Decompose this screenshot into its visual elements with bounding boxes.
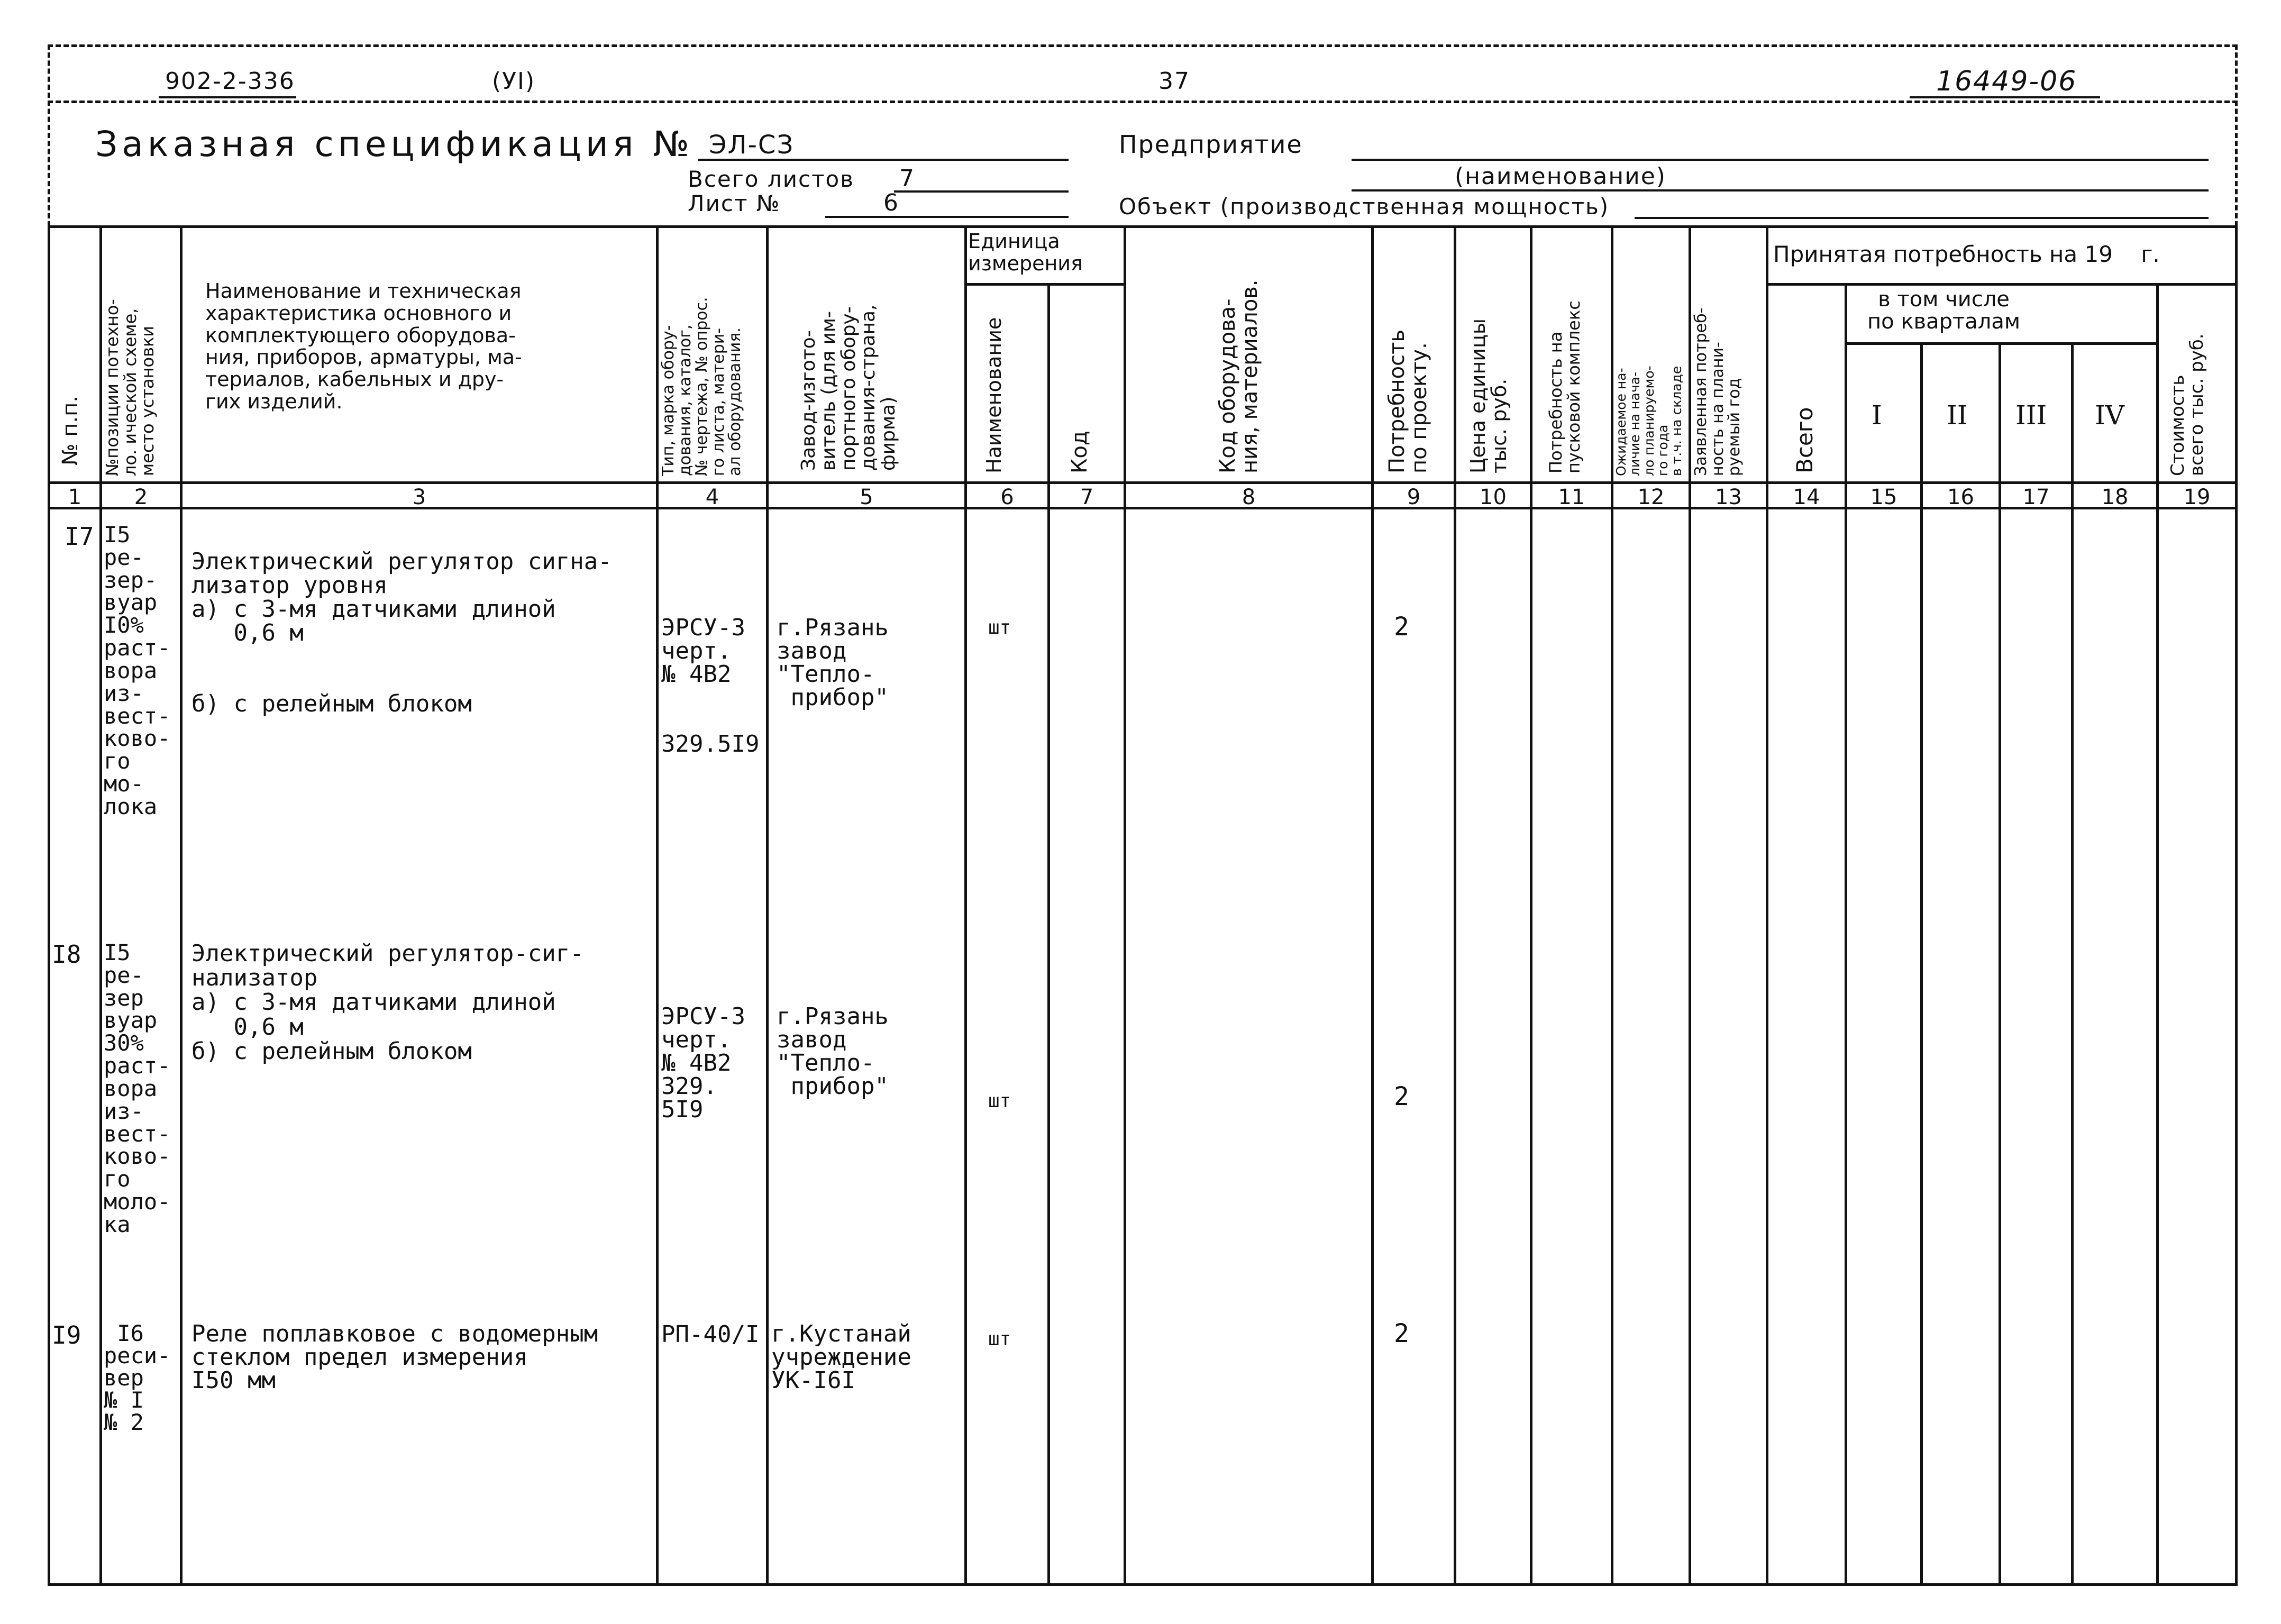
col-line-16 [1999, 342, 2001, 1585]
col-number-8: 8 [1242, 485, 1256, 509]
col-number-10: 10 [1480, 485, 1507, 509]
naming-caption: (наименование) [1455, 163, 1666, 190]
row-18-unit: шт [988, 1090, 1011, 1112]
table-top-line [48, 225, 2238, 228]
col-line-2 [180, 225, 183, 1585]
accepted-group-header: Принятая потребность на 19 г. [1773, 241, 2160, 267]
sheets-total-line [894, 190, 1069, 193]
col-number-9: 9 [1407, 485, 1421, 509]
row-17-name: Электрический регулятор сигна- лизатор уровня а) с 3-мя датчиками длиной 0,6 м б) с релейным блоком [191, 548, 612, 718]
frame-strip-bottom [48, 101, 2238, 103]
col-number-15: 15 [1870, 485, 1897, 509]
col5-header: Завод-изгото- витель (для им- портного обору- дования-страна, фирма) [798, 304, 900, 471]
col-number-11: 11 [1558, 485, 1585, 509]
col2-header: №позиции потехно- ло. ической схеме, место установки [102, 299, 158, 476]
frame-top [48, 44, 2238, 47]
row-19-number: I9 [52, 1321, 81, 1349]
col17-header: III [2015, 400, 2047, 431]
row-18-type: ЭРСУ-3 черт. № 4В2 329. 5I9 [661, 1003, 745, 1123]
col9-header: Потребность по проекту. [1385, 329, 1431, 473]
col18-header: IV [2095, 400, 2124, 431]
col19-header: Стоимость всего тыс. руб. [2167, 333, 2207, 476]
row-19-type: РП-40/I [661, 1321, 760, 1348]
row-19-plant: г.Кустанай учреждение УК-I6I [771, 1320, 911, 1394]
col7-header: Код [1067, 431, 1092, 473]
unit-group-header: Единица измерения [968, 230, 1083, 275]
col-line-12 [1689, 225, 1691, 1585]
row-18-qty: 2 [1394, 1082, 1409, 1111]
row-17-number: I7 [65, 522, 94, 551]
col-number-12: 12 [1637, 485, 1665, 509]
col-line-15 [1920, 342, 1923, 1585]
col-number-2: 2 [134, 485, 148, 509]
row-18-position: I5 ре- зер вуар 30% раст- вора из- вест- ково- го моло- ка [104, 939, 171, 1237]
sheets-total-label: Всего листов [688, 166, 855, 192]
sheet-number-line [825, 216, 1069, 218]
col8-header: Код оборудова- ния, материалов. [1216, 279, 1262, 473]
row-17-type: ЭРСУ-3 черт. № 4В2 329.5I9 [661, 614, 760, 758]
col-number-19: 19 [2183, 485, 2211, 509]
col-line-10 [1530, 225, 1532, 1585]
row-18-plant: г.Рязань завод "Тепло- прибор" [777, 1003, 889, 1100]
col3-header: Наименование и техническая характеристика основного и комплектующего оборудова- ния, приборов, арматуры, ма- териалов, кабельных и дру- гих изделий. [205, 279, 522, 413]
col-number-3: 3 [412, 485, 426, 509]
col-line-19 [2235, 225, 2238, 1585]
volume: (УI) [492, 68, 536, 95]
quarters-group-line [1845, 342, 2156, 345]
col6-header: Наименование [982, 317, 1006, 473]
frame-left [48, 44, 50, 226]
col4-header: Тип, марка обору- дования, каталог, № чертежа, № опрос. го листа, матери- ал оборудования. [659, 297, 744, 476]
enterprise-line [1352, 159, 2209, 161]
col-number-1: 1 [68, 485, 82, 509]
col16-header: II [1947, 400, 1968, 431]
row-17-plant: г.Рязань завод "Тепло- прибор" [777, 614, 889, 711]
col-number-5: 5 [860, 485, 873, 509]
col-number-6: 6 [1000, 485, 1014, 509]
col1-header: № п.п. [58, 395, 83, 466]
col14-header: Всего [1792, 407, 1818, 473]
col-line-17 [2071, 342, 2074, 1585]
col-line-4 [766, 225, 769, 1585]
col-line-18 [2156, 283, 2159, 1585]
row-17-position: I5 ре- зер- вуар I0% раст- вора из- вест- ково- го мо- лока [104, 522, 171, 819]
row-18-name: Электрический регулятор-сиг- нализатор a) с 3-мя датчиками длиной 0,6 м б) с релейным блоком [191, 940, 584, 1065]
col-line-8 [1371, 225, 1374, 1585]
row-19-name: Реле поплавковое с водомерным стеклом предел измерения I50 мм [191, 1320, 598, 1394]
col-number-7: 7 [1080, 485, 1094, 509]
quarters-group-header: в том числе по кварталам [1867, 287, 2021, 334]
row-19-position: I6 реси- вер № I № 2 [104, 1320, 171, 1435]
col-number-17: 17 [2022, 485, 2050, 509]
project-code: 902-2-336 [165, 68, 295, 95]
inventory-number: 16449-06 [1936, 66, 2077, 97]
row-19-qty: 2 [1394, 1319, 1409, 1348]
col-line-3 [656, 225, 659, 1585]
inventory-underline [1910, 96, 2100, 98]
col-line-13 [1766, 225, 1768, 1585]
col-number-14: 14 [1793, 485, 1820, 509]
object-line [1635, 217, 2209, 219]
row-19-unit: шт [988, 1328, 1011, 1350]
col-line-14 [1845, 283, 1847, 1585]
col-line-9 [1454, 225, 1456, 1585]
col-line-6 [1047, 283, 1050, 1585]
spec-title: Заказная спецификация № [95, 124, 694, 165]
spec-number-line [698, 159, 1069, 161]
table-bottom-line [48, 1583, 2238, 1586]
enterprise-line-2 [1352, 189, 2209, 191]
col-numbers-top [48, 481, 2238, 484]
col11-header: Потребность на пусковой комплекс [1546, 300, 1584, 473]
col-line-5 [964, 225, 967, 1585]
col-number-13: 13 [1715, 485, 1742, 509]
col-line-0 [48, 225, 50, 1585]
col-line-7 [1124, 225, 1126, 1585]
sheet-number-value: 6 [883, 189, 899, 216]
col-number-4: 4 [705, 485, 719, 509]
col13-header: Заявленная потреб- ность на плани- руемый год [1692, 307, 1744, 476]
frame-right [2235, 44, 2238, 226]
enterprise-label: Предприятие [1119, 130, 1303, 159]
project-code-underline [159, 96, 296, 98]
unit-group-line [964, 283, 1124, 286]
col-number-18: 18 [2101, 485, 2129, 509]
row-17-unit: шт [988, 617, 1011, 638]
col12-header: Ожидаемое на- личие на нача- ло планируемо- го года в т.ч. на складе [1613, 366, 1684, 476]
object-label: Объект (производственная мощность) [1119, 194, 1610, 220]
sheets-total-value: 7 [899, 165, 915, 192]
row-18-number: I8 [52, 940, 81, 969]
accepted-group-line [1766, 283, 2235, 286]
row-17-qty: 2 [1394, 612, 1409, 642]
sheet-number-label: Лист № [688, 190, 781, 216]
col-number-16: 16 [1947, 485, 1974, 509]
spec-number: ЭЛ-СЗ [709, 130, 795, 160]
col10-header: Цена единицы тыс. руб. [1466, 318, 1511, 473]
page-number: 37 [1158, 68, 1190, 95]
col15-header: I [1872, 400, 1882, 431]
